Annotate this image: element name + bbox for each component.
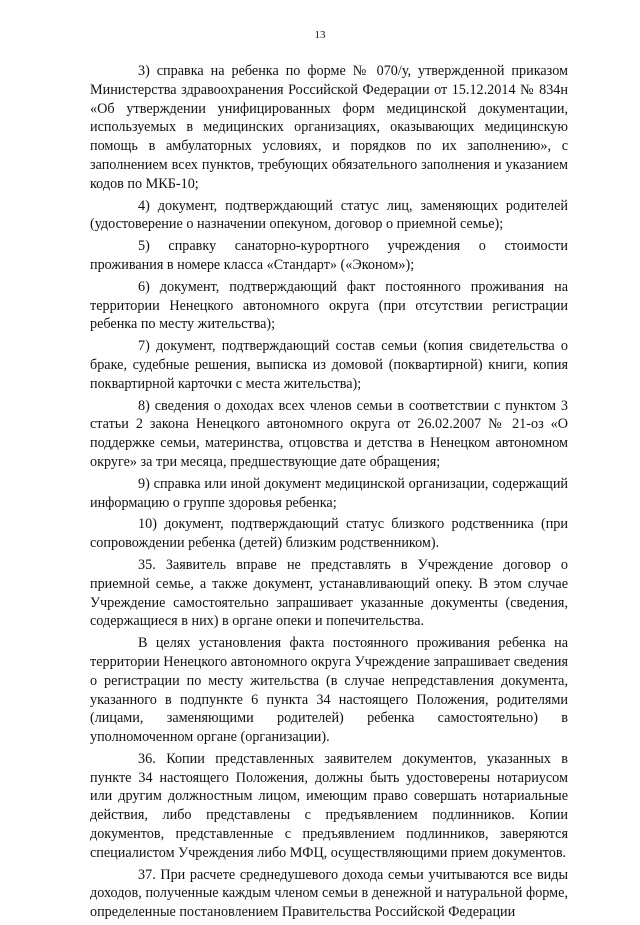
paragraph-item-3-medical-certificate: 3) справка на ребенка по форме № 070/у, утвержденной приказом Министерства здравоохранения Российской Федерации от 15.12.2014 № 834н «Об утверждении унифицированных форм медицинской документации, используемых в медицинских организациях, оказывающих медицинскую помощь в амбулаторных условиях, и порядков по их заполнению», с заполнением всех пунктов, требующих обязательного заполнения и указанием кодов по МКБ-10; xyxy=(90,63,568,192)
paragraph-item-5-sanatorium-cost: 5) справку санаторно-курортного учреждения о стоимости проживания в номере класса «Стандарт» («Эконом»); xyxy=(90,238,568,273)
paragraph-clause-37: 37. При расчете среднедушевого дохода семьи учитываются все виды доходов, полученные каждым членом семьи в денежной и натуральной форме, определенные постановлением Правительства Российской Федерации xyxy=(90,866,568,921)
paragraph-item-6-residence-proof: 6) документ, подтверждающий факт постоянного проживания на территории Ненецкого автономного округа (при отсутствии регистрации ребенка по месту жительства); xyxy=(90,278,568,333)
paragraph-clause-35: 35. Заявитель вправе не представлять в Учреждение договор о приемной семье, а также документ, устанавливающий опеку. В этом случае Учреждение самостоятельно запрашивает указанные документы (сведения, содержащиеся в них) в органе опеки и попечительства. xyxy=(90,556,568,630)
paragraph-item-10-relative-status: 10) документ, подтверждающий статус близкого родственника (при сопровождении ребенка (детей) близким родственником). xyxy=(90,516,568,552)
paragraph-item-9-health-group: 9) справка или иной документ медицинской организации, содержащий информацию о группе здоровья ребенка; xyxy=(90,475,568,511)
page-number: 13 xyxy=(314,29,326,41)
paragraph-clause-36: 36. Копии представленных заявителем документов, указанных в пункте 34 настоящего Положения, должны быть удостоверены нотариусом или другим должностным лицом, имеющим право совершать нотариальные действия, либо представлены с предъявлением подлинников. Копии документов, представленные с предъявлением подлинников, заверяются специалистом Учреждения либо МФЦ, осуществляющими прием документов. xyxy=(90,750,568,861)
document-body xyxy=(90,62,568,925)
paragraph-item-7-family-composition: 7) документ, подтверждающий состав семьи (копия свидетельства о браке, судебные решения, выписка из домовой (поквартирной) книги, копия поквартирной карточки с места жительства); xyxy=(90,338,568,392)
paragraph-residence-verification: В целях установления факта постоянного проживания ребенка на территории Ненецкого автономного округа Учреждение запрашивает сведения о регистрации по месту жительства (в случае непредставления документа, указанного в подпункте 6 пункта 34 настоящего Положения, родителями (лицами, заменяющими родителей) ребенка самостоятельно) в уполномоченном органе (организации). xyxy=(90,635,568,746)
paragraph-item-8-income-info: 8) сведения о доходах всех членов семьи в соответствии с пунктом 3 статьи 2 закона Ненецкого автономного округа от 26.02.2007 № 21-оз «О поддержке семьи, материнства, отцовства и детства в Ненецком автономном округе» за три месяца, предшествующие дате обращения; xyxy=(90,397,568,470)
paragraph-item-4-guardian-status: 4) документ, подтверждающий статус лиц, заменяющих родителей (удостоверение о назначении опекуном, договор о приемной семье); xyxy=(90,197,568,233)
